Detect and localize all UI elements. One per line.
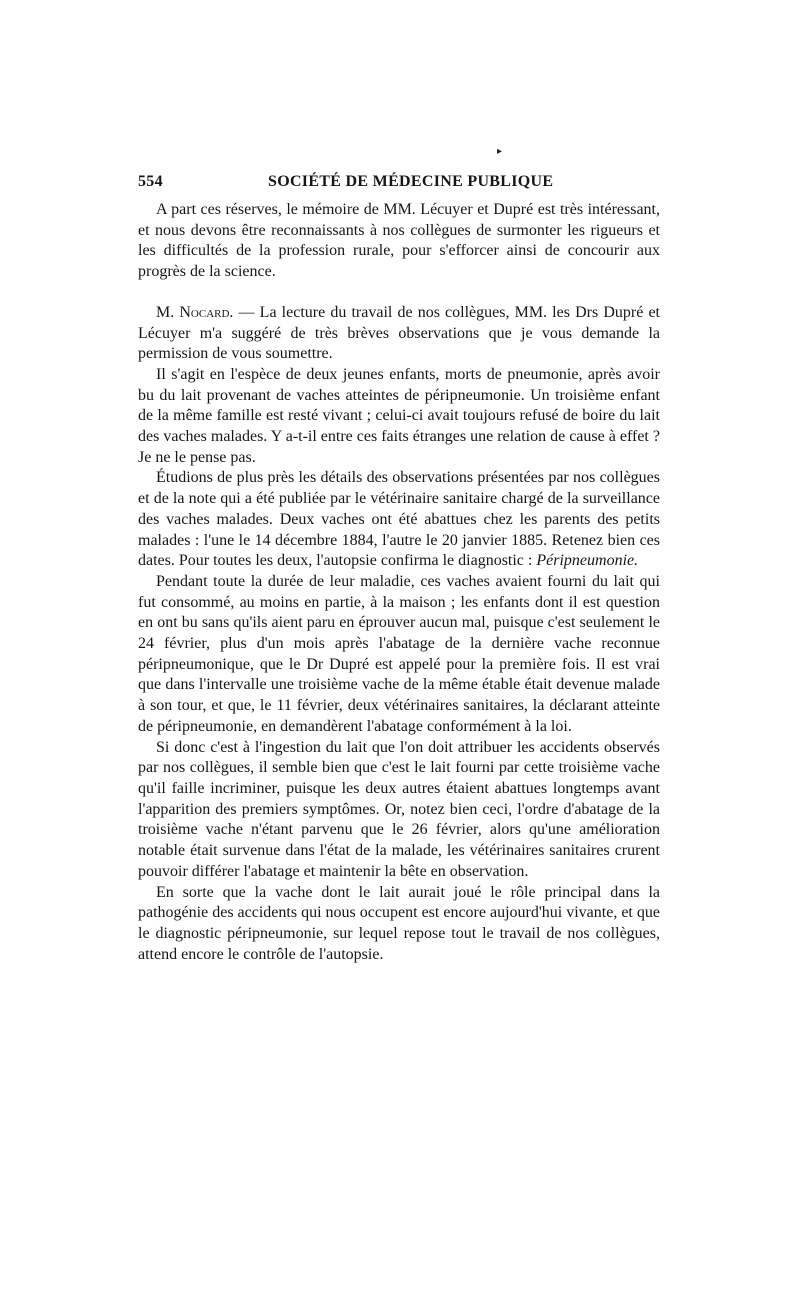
body-text (138, 200, 660, 965)
paragraph-4-text: Étudions de plus près les détails des observations présentées par nos collègues et de la note qui a été publiée par le vétérinaire sanitaire chargé de la surveillance des vaches malades. Deux vaches ont été abattues chez les parents des petits malades : l'une le 14 décembre 1884, l'autre le 20 janvier 1885. Retenez bien ces dates. Pour toutes les deux, l'autopsie confirma le diagnostic : (138, 469, 660, 570)
page-number: 554 (138, 173, 163, 190)
paragraph-6: Si donc c'est à l'ingestion du lait que l'on doit attribuer les accidents observés par nos collègues, il semble bien que c'est le lait fourni par cette troisième vache qu'il faille incriminer, puisque les deux autres étaient abattues longtemps avant l'apparition des premiers symptômes. Or, notez bien ceci, l'ordre d'abatage de la troisième vache n'étant parvenu que le 26 février, alors qu'une amélioration notable était survenue dans l'état de la malade, les vétérinaires sanitaires crurent pouvoir différer l'abatage et maintenir la bête en observation. (138, 738, 660, 880)
running-title: SOCIÉTÉ DE MÉDECINE PUBLIQUE (268, 173, 554, 190)
page-header (138, 170, 554, 194)
paragraph-7: En sorte que la vache dont le lait aurait joué le rôle principal dans la pathogénie des accidents qui nous occupent est encore aujourd'hui vivante, et que le diagnostic péripneumonie, sur lequel repose tout le travail de nos collègues, attend encore le contrôle de l'autopsie. (138, 883, 660, 963)
paragraph-1: A part ces réserves, le mémoire de MM. Lécuyer et Dupré est très intéressant, et nous devons être reconnaissants à nos collègues de surmonter les rigueurs et les difficultés de la profession rurale, pour s'efforcer ainsi de concourir aux progrès de la science. (138, 201, 660, 281)
paragraph-5: Pendant toute la durée de leur maladie, ces vaches avaient fourni du lait qui fut consommé, au moins en partie, à la maison ; les enfants dont il est question en ont bu sans qu'ils aient paru en éprouver aucun mal, puisque c'est seulement le 24 février, plus d'un mois après l'abatage de la dernière vache reconnue péripneumonique, que le Dr Dupré est appelé pour la première fois. Il est vrai que dans l'intervalle une troisième vache de la même étable était devenue malade à son tour, et que, le 11 février, deux vétérinaires sanitaires, la déclarant atteinte de péripneumonie, en demandèrent l'abatage conformément à la loi. (138, 572, 660, 735)
margin-mark: ▸ (497, 146, 503, 157)
paragraph-4 (138, 468, 660, 572)
paragraph-2 (138, 303, 660, 365)
diagnosis-italic: Péripneumonie. (536, 552, 639, 570)
paragraph-3: Il s'agit en l'espèce de deux jeunes enfants, morts de pneumonie, après avoir bu du lait provenant de vaches atteintes de péripneumonie. Un troisième enfant de la même famille est resté vivant ; celui-ci avait toujours refusé de boire du lait des vaches malades. Y a-t-il entre ces faits étranges une relation de cause à effet ? Je ne le pense pas. (138, 365, 660, 466)
speaker-name: M. Nocard. (156, 303, 234, 321)
paragraph-2-text: — La lecture du travail de nos collègues, MM. les Drs Dupré et Lécuyer m'a suggéré de très brèves observations que je vous demande la permission de vous soumettre. (138, 303, 660, 363)
